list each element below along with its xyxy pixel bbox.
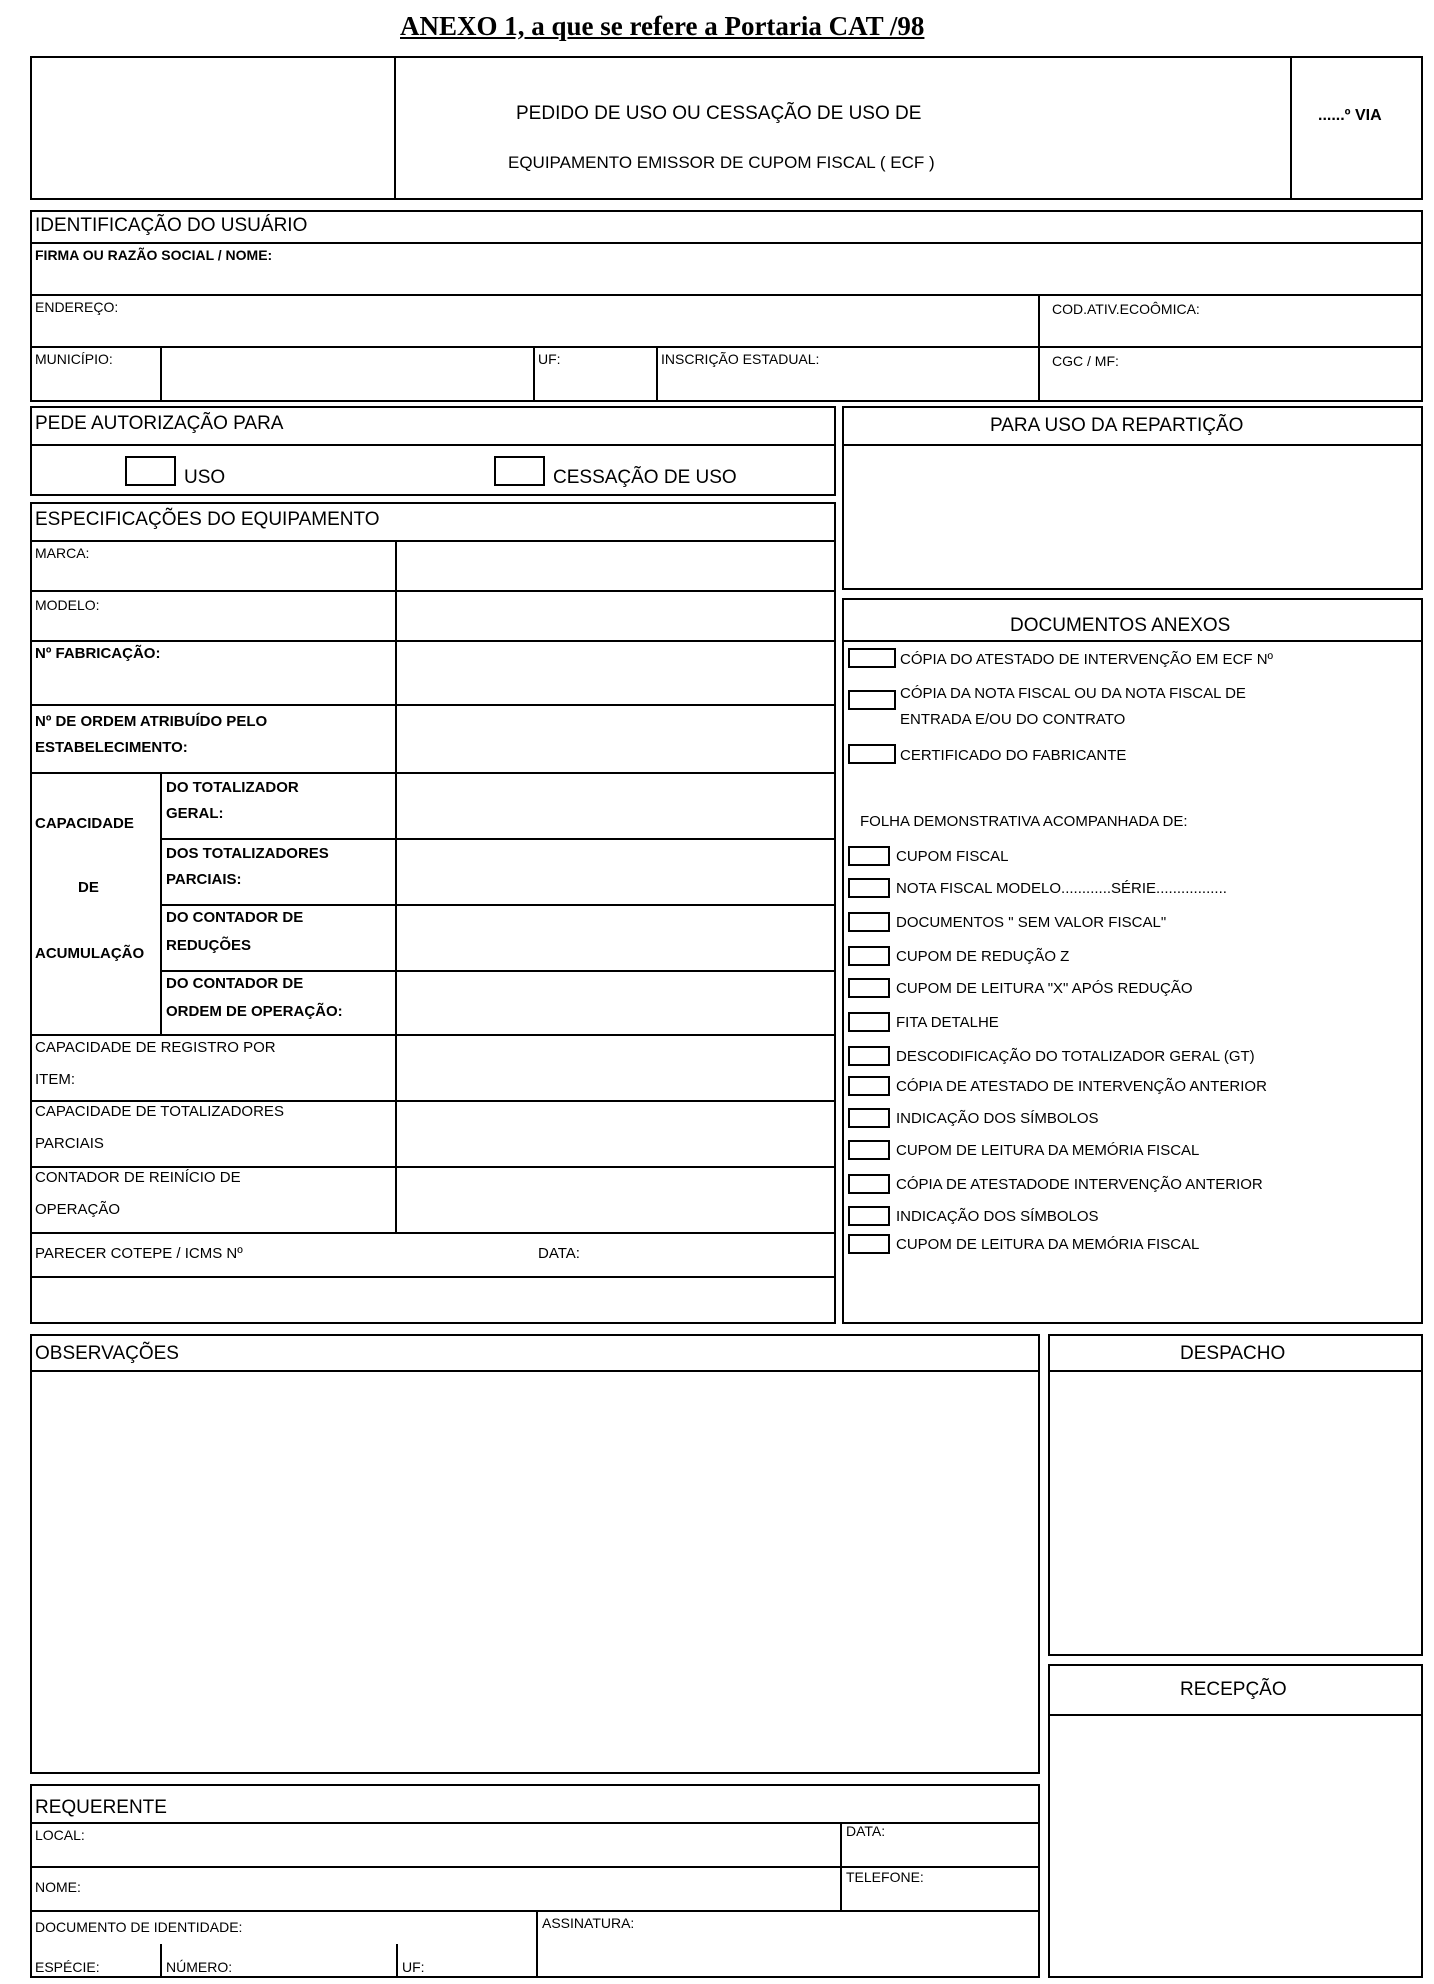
ordem-field[interactable] xyxy=(397,706,834,770)
cap-tot-label-2: PARCIAIS xyxy=(35,1135,104,1152)
equipamento-title: ESPECIFICAÇÕES DO EQUIPAMENTO xyxy=(35,509,380,530)
folha-checkbox[interactable] xyxy=(848,1206,890,1226)
folha-item-label: DESCODIFICAÇÃO DO TOTALIZADOR GERAL (GT) xyxy=(896,1048,1255,1065)
folha-label: FOLHA DEMONSTRATIVA ACOMPANHADA DE: xyxy=(860,813,1188,830)
endereco-field[interactable] xyxy=(32,316,1036,346)
local-field[interactable] xyxy=(32,1844,838,1864)
endereco-label: ENDEREÇO: xyxy=(35,299,119,315)
cap-tot-field[interactable] xyxy=(397,1102,834,1164)
reg-item-label-2: ITEM: xyxy=(35,1071,75,1088)
tot-parc-label-1: DOS TOTALIZADORES xyxy=(166,845,329,862)
nome-label: NOME: xyxy=(35,1879,81,1895)
nome-field[interactable] xyxy=(32,1868,838,1908)
folha-checkbox[interactable] xyxy=(848,912,890,932)
uso-label: USO xyxy=(184,467,226,488)
folha-checkbox[interactable] xyxy=(848,846,890,866)
folha-checkbox[interactable] xyxy=(848,1234,890,1254)
despacho-field[interactable] xyxy=(1050,1372,1421,1654)
tot-geral-field[interactable] xyxy=(397,774,834,836)
reg-item-field[interactable] xyxy=(397,1036,834,1098)
reinicio-label-2: OPERAÇÃO xyxy=(35,1201,121,1218)
folha-item-label: CUPOM DE LEITURA "X" APÓS REDUÇÃO xyxy=(896,980,1193,997)
documento-label: DOCUMENTO DE IDENTIDADE: xyxy=(35,1919,243,1935)
doc-item-2b: ENTRADA E/OU DO CONTRATO xyxy=(900,711,1126,728)
telefone-label: TELEFONE: xyxy=(846,1869,924,1885)
observacoes-field[interactable] xyxy=(32,1372,1038,1772)
capacidade-label-3: ACUMULAÇÃO xyxy=(35,945,145,962)
uso-checkbox[interactable] xyxy=(125,456,176,486)
reg-item-label-1: CAPACIDADE DE REGISTRO POR xyxy=(35,1039,276,1056)
marca-label: MARCA: xyxy=(35,545,90,561)
doc-item-1: CÓPIA DO ATESTADO DE INTERVENÇÃO EM ECF Nº xyxy=(900,651,1274,668)
cap-tot-label-1: CAPACIDADE DE TOTALIZADORES xyxy=(35,1103,284,1120)
ordem-label-2: ESTABELECIMENTO: xyxy=(35,739,188,756)
folha-checkbox[interactable] xyxy=(848,1174,890,1194)
local-label: LOCAL: xyxy=(35,1827,85,1843)
folha-checkbox[interactable] xyxy=(848,1076,890,1096)
requerente-title: REQUERENTE xyxy=(35,1797,167,1818)
parecer-label: PARECER COTEPE / ICMS Nº xyxy=(35,1245,243,1262)
folha-item-label: CÓPIA DE ATESTADO DE INTERVENÇÃO ANTERIOR xyxy=(896,1078,1267,1095)
folha-checkbox[interactable] xyxy=(848,878,890,898)
especie-label: ESPÉCIE: xyxy=(35,1959,100,1975)
folha-item-label: CUPOM FISCAL xyxy=(896,848,1009,865)
folha-item-label: CUPOM DE LEITURA DA MEMÓRIA FISCAL xyxy=(896,1236,1200,1253)
usuario-title: IDENTIFICAÇÃO DO USUÁRIO xyxy=(35,215,308,236)
cod-ativ-label: COD.ATIV.ECOÔMICA: xyxy=(1052,301,1200,317)
folha-item-label: CÓPIA DE ATESTADODE INTERVENÇÃO ANTERIOR xyxy=(896,1176,1263,1193)
tot-geral-label-2: GERAL: xyxy=(166,805,224,822)
documentos-title: DOCUMENTOS ANEXOS xyxy=(1010,615,1231,636)
tot-parc-field[interactable] xyxy=(397,840,834,902)
marca-field[interactable] xyxy=(397,542,834,588)
reparticao-field[interactable] xyxy=(844,446,1421,588)
doc-checkbox-1[interactable] xyxy=(848,648,896,668)
req-data-label: DATA: xyxy=(846,1823,886,1839)
municipio-label: MUNICÍPIO: xyxy=(35,351,113,367)
tot-geral-label-1: DO TOTALIZADOR xyxy=(166,779,299,796)
fabricacao-label: Nº FABRICAÇÃO: xyxy=(35,645,161,662)
annex-title: ANEXO 1, a que se refere a Portaria CAT /98 xyxy=(400,11,925,41)
cont-red-field[interactable] xyxy=(397,906,834,968)
folha-checkbox[interactable] xyxy=(848,1140,890,1160)
folha-item-label: INDICAÇÃO DOS SÍMBOLOS xyxy=(896,1110,1099,1127)
capacidade-label-1: CAPACIDADE xyxy=(35,815,134,832)
doc-item-2a: CÓPIA DA NOTA FISCAL OU DA NOTA FISCAL DE xyxy=(900,685,1246,702)
tot-parc-label-2: PARCIAIS: xyxy=(166,871,242,888)
folha-item-label: DOCUMENTOS " SEM VALOR FISCAL" xyxy=(896,914,1167,931)
form-title-line2: EQUIPAMENTO EMISSOR DE CUPOM FISCAL ( ECF ) xyxy=(508,153,935,172)
parecer-data-label: DATA: xyxy=(538,1245,580,1262)
via-label[interactable]: ......º VIA xyxy=(1318,107,1382,124)
inscricao-label: INSCRIÇÃO ESTADUAL: xyxy=(661,351,820,367)
modelo-label: MODELO: xyxy=(35,597,100,613)
modelo-field[interactable] xyxy=(397,592,834,638)
despacho-title: DESPACHO xyxy=(1180,1343,1286,1364)
ordem-label-1: Nº DE ORDEM ATRIBUÍDO PELO xyxy=(35,713,268,730)
doc-item-3: CERTIFICADO DO FABRICANTE xyxy=(900,747,1127,764)
folha-checkbox[interactable] xyxy=(848,1046,890,1066)
cont-op-label-1: DO CONTADOR DE xyxy=(166,975,304,992)
folha-item-label: CUPOM DE REDUÇÃO Z xyxy=(896,948,1070,965)
folha-item-label: INDICAÇÃO DOS SÍMBOLOS xyxy=(896,1208,1099,1225)
municipio-field[interactable] xyxy=(162,348,532,398)
parecer-field[interactable] xyxy=(32,1278,834,1322)
assinatura-label: ASSINATURA: xyxy=(542,1915,635,1931)
folha-checkbox[interactable] xyxy=(848,1108,890,1128)
folha-item-label: CUPOM DE LEITURA DA MEMÓRIA FISCAL xyxy=(896,1142,1200,1159)
folha-item-label: FITA DETALHE xyxy=(896,1014,999,1031)
reinicio-field[interactable] xyxy=(397,1168,834,1230)
folha-checkbox[interactable] xyxy=(848,946,890,966)
reparticao-title: PARA USO DA REPARTIÇÃO xyxy=(990,415,1244,436)
reinicio-label-1: CONTADOR DE REINÍCIO DE xyxy=(35,1169,241,1186)
doc-checkbox-2[interactable] xyxy=(848,690,896,710)
uf-label: UF: xyxy=(538,351,561,367)
folha-checkbox[interactable] xyxy=(848,978,890,998)
firma-field[interactable] xyxy=(32,264,1421,294)
cont-red-label-1: DO CONTADOR DE xyxy=(166,909,304,926)
doc-checkbox-3[interactable] xyxy=(848,744,896,764)
cessacao-checkbox[interactable] xyxy=(494,456,545,486)
assinatura-field[interactable] xyxy=(538,1932,1038,1976)
observacoes-title: OBSERVAÇÕES xyxy=(35,1343,179,1364)
recepcao-field[interactable] xyxy=(1050,1716,1421,1976)
cessacao-label: CESSAÇÃO DE USO xyxy=(553,467,737,488)
firma-label: FIRMA OU RAZÃO SOCIAL / NOME: xyxy=(35,247,273,263)
cont-op-field[interactable] xyxy=(397,972,834,1032)
recepcao-title: RECEPÇÃO xyxy=(1180,1679,1287,1700)
fabricacao-field[interactable] xyxy=(397,642,834,702)
cgc-label: CGC / MF: xyxy=(1052,353,1119,369)
header-box xyxy=(30,56,1423,200)
cont-op-label-2: ORDEM DE OPERAÇÃO: xyxy=(166,1003,343,1020)
req-uf-label: UF: xyxy=(402,1959,425,1975)
folha-checkbox[interactable] xyxy=(848,1012,890,1032)
folha-item-label: NOTA FISCAL MODELO............SÉRIE................. xyxy=(896,880,1227,897)
autorizacao-title: PEDE AUTORIZAÇÃO PARA xyxy=(35,413,284,434)
capacidade-label-2: DE xyxy=(78,879,99,896)
numero-label: NÚMERO: xyxy=(166,1959,233,1975)
form-title-line1: PEDIDO DE USO OU CESSAÇÃO DE USO DE xyxy=(516,103,922,124)
cont-red-label-2: REDUÇÕES xyxy=(166,937,252,954)
